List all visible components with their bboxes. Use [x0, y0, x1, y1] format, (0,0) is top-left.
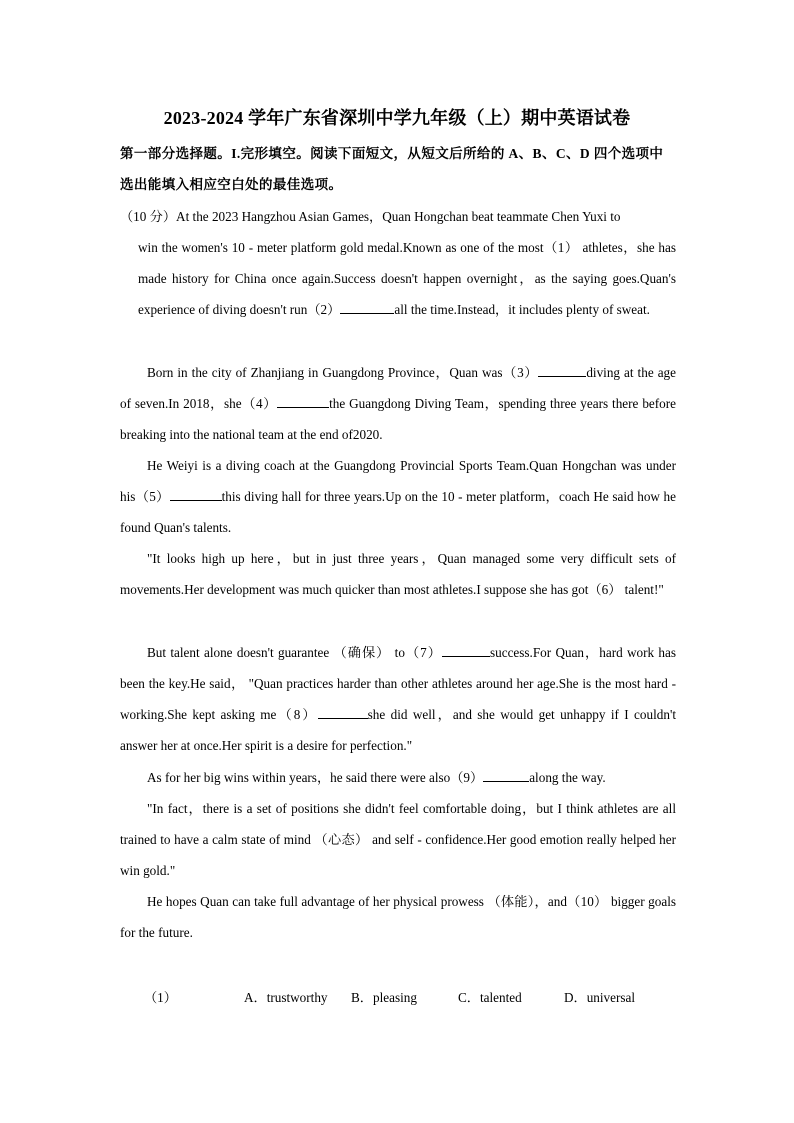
blank-5 — [170, 488, 222, 501]
passage-paragraph-5: But talent alone doesn't guarantee （确保） to（7） success.For Quan，hard work has been the key.He said， "Quan practices harder than other athletes around her age.She is the most hard - working.She kept asking me（8） she did well，and she would get unhappy if I couldn't answer her at once.Her spirit is a desire for perfection." — [120, 645, 676, 753]
blank-7 — [442, 644, 490, 657]
option-c[interactable]: C．talented — [458, 990, 522, 1005]
passage-paragraph-3: He Weiyi is a diving coach at the Guangdong Provincial Sports Team.Quan Hongchan was under his（5） this diving hall for three years.Up on the 10 - meter platform，coach He said how he found Quan's talents. — [120, 458, 677, 535]
option-a[interactable]: A．trustworthy — [244, 990, 328, 1005]
passage-paragraph-4: "It looks high up here，but in just three years，Quan managed some very difficult sets of movements.Her development was much quicker than most athletes.I suppose she has got（6） talent!" — [120, 551, 676, 597]
passage-paragraph-7: "In fact，there is a set of positions she didn't feel comfortable doing，but I think athletes are all trained to have a calm state of mind （心态） and self - confidence.Her good emotion really helped her win gold." — [120, 801, 676, 878]
paragraph-1-first-line: （10 分）At the 2023 Hangzhou Asian Games，Quan Hongchan beat teammate Chen Yuxi to — [120, 209, 621, 224]
paragraph-1-rest: win the women's 10 - meter platform gold medal.Known as one of the most（1） athletes，she has made history for China once again.Success doesn't happen overnight，as the saying goes.Quan's experience of diving doesn't run（2） all the time.Instead，it includes plenty of sweat. — [138, 240, 676, 317]
passage-paragraph-6: As for her big wins within years，he said there were also（9） along the way. — [147, 770, 606, 785]
passage-paragraph-1 — [120, 201, 676, 325]
option-d[interactable]: D．universal — [564, 990, 636, 1005]
blank-4 — [277, 395, 329, 408]
blank-8 — [318, 706, 368, 719]
blank-2 — [340, 301, 394, 314]
blank-9 — [483, 769, 529, 782]
passage-paragraph-2: Born in the city of Zhanjiang in Guangdong Province，Quan was（3） diving at the age of seven.In 2018，she（4） the Guangdong Diving Team，spending three years there before breaking into the national team at the end of2020. — [120, 365, 677, 442]
passage-paragraph-8: He hopes Quan can take full advantage of her physical prowess （体能），and（10） bigger goals for the future. — [120, 894, 676, 940]
page-title: 2023-2024 学年广东省深圳中学九年级（上）期中英语试卷 — [163, 108, 631, 128]
section-instructions: 第一部分选择题。I.完形填空。阅读下面短文，从短文后所给的 A、B、C、D 四个选项中选出能填入相应空白处的最佳选项。 — [120, 146, 664, 192]
blank-3 — [538, 364, 586, 377]
question-1-number: （1） — [144, 990, 177, 1005]
option-b[interactable]: B．pleasing — [351, 990, 417, 1005]
